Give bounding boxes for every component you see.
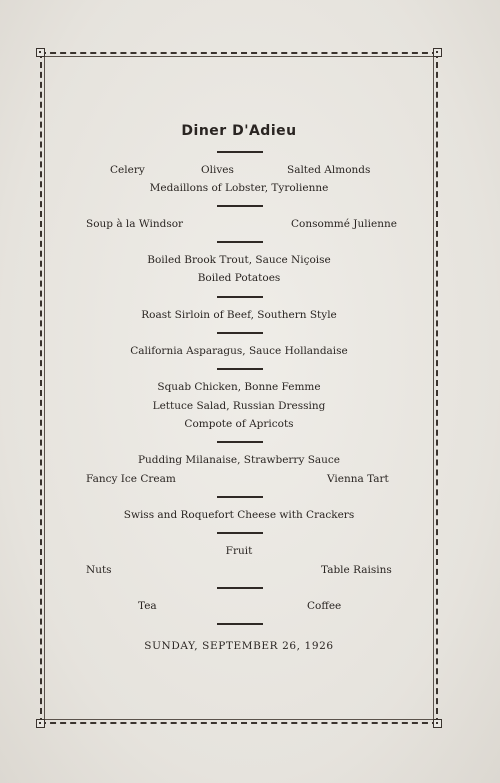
menu-item: Salted Almonds (287, 164, 371, 176)
menu-item: Squab Chicken, Bonne Femme (157, 381, 321, 393)
menu-item: Boiled Brook Trout, Sauce Niçoise (147, 254, 331, 266)
menu-item: Medaillons of Lobster, Tyrolienne (149, 182, 329, 194)
menu-item: Coffee (307, 600, 342, 612)
divider (217, 532, 263, 534)
menu-item: Swiss and Roquefort Cheese with Crackers (123, 509, 355, 521)
divider (217, 441, 263, 443)
menu-item: Compote of Apricots (184, 418, 294, 430)
divider (217, 587, 263, 589)
menu-item: Tea (138, 600, 157, 612)
divider (217, 496, 263, 498)
divider (217, 151, 263, 153)
menu-item: Table Raisins (321, 564, 392, 576)
menu-item: Consommé Julienne (291, 218, 397, 230)
menu-item: Pudding Milanaise, Strawberry Sauce (137, 454, 341, 466)
menu-item: Celery (110, 164, 145, 176)
menu-item: California Asparagus, Sauce Hollandaise (130, 345, 348, 357)
corner-ornament (433, 719, 442, 728)
divider (217, 296, 263, 298)
menu-item: Boiled Potatoes (197, 272, 281, 284)
menu-item: Fancy Ice Cream (86, 473, 176, 485)
menu-item: Olives (201, 164, 234, 176)
divider (217, 332, 263, 334)
corner-ornament (433, 48, 442, 57)
menu-item: Roast Sirloin of Beef, Southern Style (141, 309, 337, 321)
divider (217, 241, 263, 243)
divider (217, 205, 263, 207)
menu-date: SUNDAY, SEPTEMBER 26, 1926 (144, 640, 334, 652)
corner-ornament (36, 48, 45, 57)
divider (217, 368, 263, 370)
divider (217, 623, 263, 625)
menu-item: Fruit (225, 545, 253, 557)
menu-item: Nuts (86, 564, 112, 576)
corner-ornament (36, 719, 45, 728)
menu-item: Lettuce Salad, Russian Dressing (152, 400, 326, 412)
menu-item: Soup à la Windsor (86, 218, 184, 230)
menu-item: Vienna Tart (327, 473, 389, 485)
menu-title: Diner D'Adieu (181, 123, 297, 139)
